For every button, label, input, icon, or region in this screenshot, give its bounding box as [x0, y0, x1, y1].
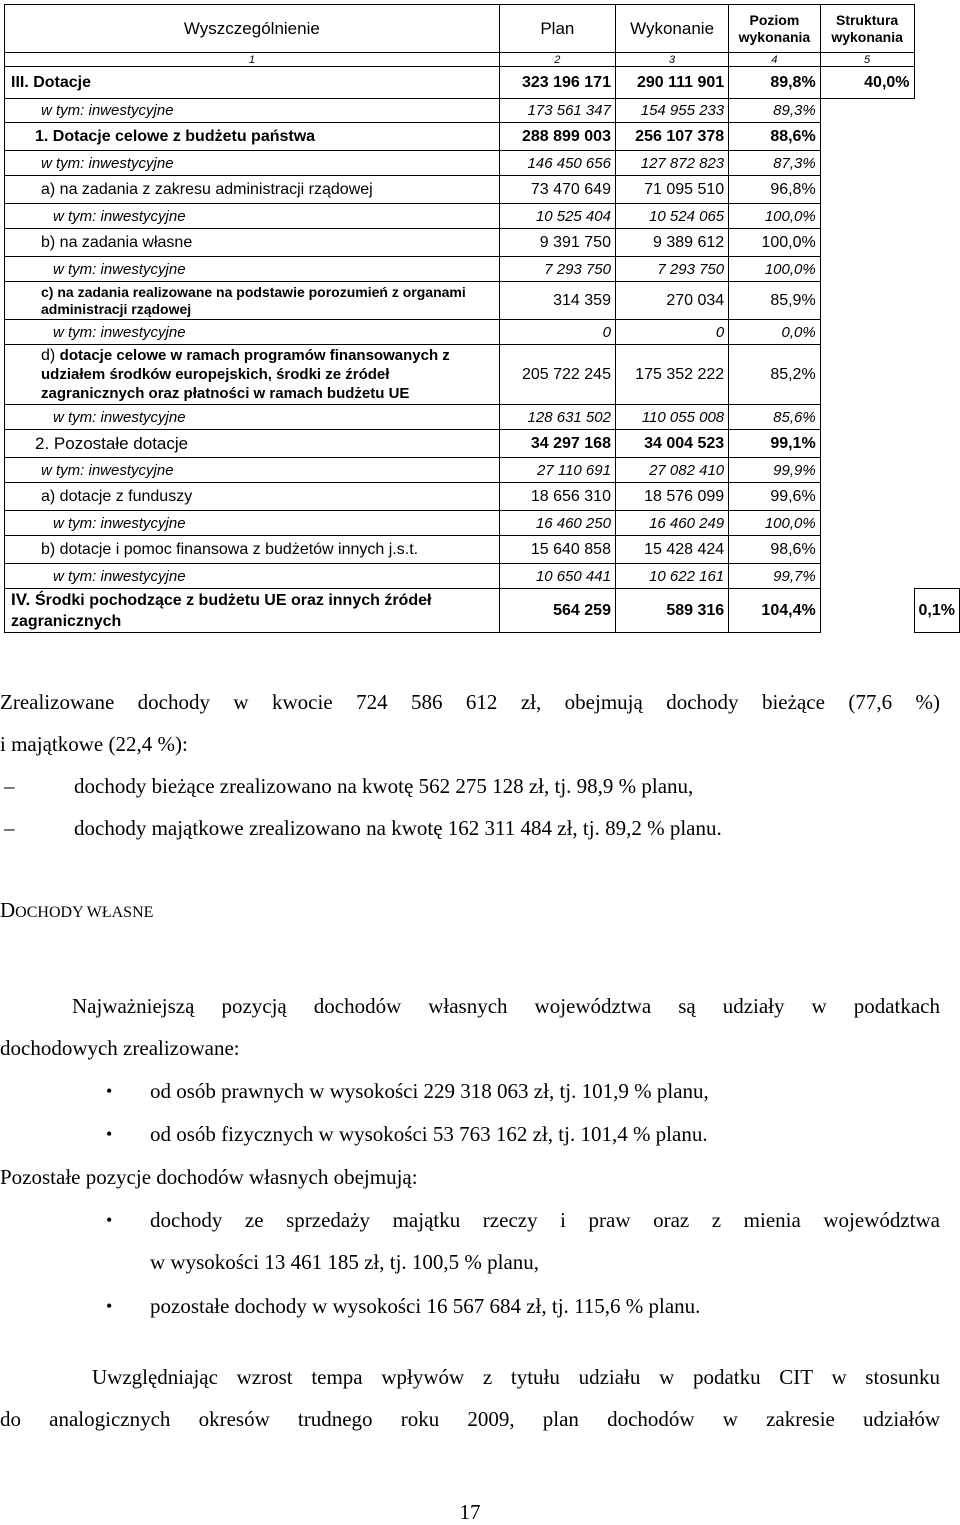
section-heading	[0, 898, 153, 923]
paragraph-income-cont: dochodowych zrealizowane:	[0, 1036, 240, 1060]
row-label: w tym: inwestycyjne	[5, 405, 500, 430]
cell-wykonanie: 154 955 233	[615, 99, 728, 123]
table-row	[5, 176, 960, 204]
heading-rest: OCHODY WŁASNE	[15, 904, 154, 921]
cell-wykonanie: 589 316	[615, 589, 728, 633]
col-num: 5	[820, 53, 914, 67]
table-row	[5, 345, 960, 405]
cell-wykonanie: 18 576 099	[615, 483, 728, 511]
cell-poziom: 99,6%	[729, 483, 821, 511]
column-number-row	[5, 53, 960, 67]
col-num: 1	[5, 53, 500, 67]
cell-wykonanie: 71 095 510	[615, 176, 728, 204]
table-row	[5, 229, 960, 257]
dash-marker: –	[4, 774, 15, 798]
row-label-prefix: IV.	[11, 590, 35, 609]
cell-wykonanie: 7 293 750	[615, 257, 728, 282]
row-label-text: dotacje celowe w ramach programów finansowanych z udziałem środków europejskich, środki ze źródeł zagranicznych oraz płatności w ramach budżetu UE	[41, 347, 450, 402]
cell-plan: 323 196 171	[499, 67, 615, 99]
cell-poziom: 99,7%	[729, 564, 821, 589]
paragraph-cit-cont: do analogicznych okresów trudnego roku 2009, plan dochodów w zakresie udziałów	[0, 1407, 940, 1431]
row-label: w tym: inwestycyjne	[5, 320, 500, 345]
table-row	[5, 405, 960, 430]
row-label: c) na zadania realizowane na podstawie porozumień z organami administracji rządowej	[5, 282, 500, 320]
paragraph-cit: Uwzględniając wzrost tempa wpływów z tytułu udziału w podatku CIT w stosunku	[92, 1365, 940, 1389]
table-row	[5, 99, 960, 123]
heading-initial: D	[0, 898, 16, 922]
cell-plan: 146 450 656	[499, 151, 615, 176]
table-row	[5, 589, 960, 633]
cell-wykonanie: 0	[615, 320, 728, 345]
header-description: Wyszczególnienie	[5, 5, 500, 53]
paragraph-summary-cont: i majątkowe (22,4 %):	[0, 732, 188, 756]
row-label: w tym: inwestycyjne	[5, 151, 500, 176]
bullet-icon: •	[106, 1081, 113, 1101]
cell-plan: 16 460 250	[499, 511, 615, 536]
cell-poziom: 87,3%	[729, 151, 821, 176]
row-label: w tym: inwestycyjne	[5, 458, 500, 483]
bullet-icon: •	[106, 1124, 113, 1144]
cell-poziom: 99,9%	[729, 458, 821, 483]
cell-wykonanie: 15 428 424	[615, 536, 728, 564]
bullet-text: od osób prawnych w wysokości 229 318 063 zł, tj. 101,9 % planu,	[150, 1079, 709, 1103]
row-label: w tym: inwestycyjne	[5, 511, 500, 536]
cell-plan: 73 470 649	[499, 176, 615, 204]
bullet-item	[0, 1070, 940, 1112]
cell-plan: 7 293 750	[499, 257, 615, 282]
table-row	[5, 483, 960, 511]
cell-plan: 34 297 168	[499, 430, 615, 458]
row-label: III. Dotacje	[5, 67, 500, 99]
paragraph-other: Pozostałe pozycje dochodów własnych obejmują:	[0, 1165, 418, 1189]
dash-list-item	[0, 765, 940, 807]
cell-wykonanie: 290 111 901	[615, 67, 728, 99]
table-row	[5, 257, 960, 282]
cell-poziom: 0,0%	[729, 320, 821, 345]
table-row	[5, 511, 960, 536]
cell-poziom: 99,1%	[729, 430, 821, 458]
cell-plan: 0	[499, 320, 615, 345]
cell-wykonanie: 27 082 410	[615, 458, 728, 483]
row-label: 2. Pozostałe dotacje	[5, 430, 500, 458]
paragraph-summary: Zrealizowane dochody w kwocie 724 586 612 zł, obejmują dochody bieżące (77,6 %)	[0, 690, 940, 714]
cell-plan: 564 259	[499, 589, 615, 633]
cell-poziom: 85,6%	[729, 405, 821, 430]
row-label	[5, 589, 500, 633]
row-label: a) dotacje z funduszy	[5, 483, 500, 511]
paragraph-income: Najważniejszą pozycją dochodów własnych województwa są udziały w podatkach	[72, 994, 940, 1018]
cell-poziom: 89,3%	[729, 99, 821, 123]
bullet-text: od osób fizycznych w wysokości 53 763 162 zł, tj. 101,4 % planu.	[150, 1122, 708, 1146]
cell-plan: 18 656 310	[499, 483, 615, 511]
row-label	[5, 345, 500, 405]
cell-poziom: 89,8%	[729, 67, 821, 99]
header-wykonanie: Wykonanie	[615, 5, 728, 53]
bullet-icon: •	[106, 1296, 113, 1316]
table-row	[5, 458, 960, 483]
cell-plan: 10 525 404	[499, 204, 615, 229]
cell-plan: 205 722 245	[499, 345, 615, 405]
cell-wykonanie: 175 352 222	[615, 345, 728, 405]
cell-poziom: 100,0%	[729, 204, 821, 229]
dash-marker: –	[4, 816, 15, 840]
cell-plan: 314 359	[499, 282, 615, 320]
cell-poziom: 85,9%	[729, 282, 821, 320]
row-label: w tym: inwestycyjne	[5, 99, 500, 123]
dash-item-text: dochody majątkowe zrealizowano na kwotę 162 311 484 zł, tj. 89,2 % planu.	[74, 816, 722, 840]
cell-plan: 173 561 347	[499, 99, 615, 123]
cell-poziom: 98,6%	[729, 536, 821, 564]
dash-list-item	[0, 807, 940, 849]
cell-plan: 27 110 691	[499, 458, 615, 483]
header-poziom: Poziom wykonania	[729, 5, 821, 53]
cell-poziom: 100,0%	[729, 511, 821, 536]
cell-struktura-empty	[820, 99, 914, 633]
cell-plan: 15 640 858	[499, 536, 615, 564]
row-label-prefix: d)	[41, 347, 60, 364]
table-row	[5, 204, 960, 229]
cell-poziom: 104,4%	[729, 589, 821, 633]
row-label: b) na zadania własne	[5, 229, 500, 257]
cell-poziom: 88,6%	[729, 123, 821, 151]
table-row	[5, 430, 960, 458]
row-label: w tym: inwestycyjne	[5, 564, 500, 589]
table-row	[5, 151, 960, 176]
header-plan: Plan	[499, 5, 615, 53]
cell-wykonanie: 10 622 161	[615, 564, 728, 589]
bullet-item	[0, 1199, 940, 1283]
page-number: 17	[459, 1500, 481, 1524]
row-label: a) na zadania z zakresu administracji rządowej	[5, 176, 500, 204]
cell-poziom: 96,8%	[729, 176, 821, 204]
cell-wykonanie: 10 524 065	[615, 204, 728, 229]
cell-plan: 9 391 750	[499, 229, 615, 257]
header-struktura: Struktura wykonania	[820, 5, 914, 53]
col-num: 2	[499, 53, 615, 67]
cell-struktura: 0,1%	[914, 589, 959, 633]
row-label: w tym: inwestycyjne	[5, 257, 500, 282]
table-row	[5, 536, 960, 564]
bullet-text-cont: w wysokości 13 461 185 zł, tj. 100,5 % planu,	[150, 1250, 540, 1274]
cell-wykonanie: 270 034	[615, 282, 728, 320]
row-label: 1. Dotacje celowe z budżetu państwa	[5, 123, 500, 151]
cell-wykonanie: 16 460 249	[615, 511, 728, 536]
col-num: 4	[729, 53, 821, 67]
cell-wykonanie: 34 004 523	[615, 430, 728, 458]
bullet-item	[0, 1113, 940, 1155]
cell-plan: 10 650 441	[499, 564, 615, 589]
cell-struktura: 40,0%	[820, 67, 914, 99]
table-row	[5, 320, 960, 345]
cell-plan: 128 631 502	[499, 405, 615, 430]
row-label: w tym: inwestycyjne	[5, 204, 500, 229]
table-row	[5, 67, 960, 99]
cell-wykonanie: 127 872 823	[615, 151, 728, 176]
bullet-text: pozostałe dochody w wysokości 16 567 684 zł, tj. 115,6 % planu.	[150, 1294, 701, 1318]
table-row	[5, 564, 960, 589]
row-label-text: Środki pochodzące z budżetu UE oraz innych źródeł zagranicznych	[11, 592, 432, 630]
table-row	[5, 123, 960, 151]
table-row	[5, 282, 960, 320]
dash-item-text: dochody bieżące zrealizowano na kwotę 562 275 128 zł, tj. 98,9 % planu,	[74, 774, 694, 798]
cell-wykonanie: 110 055 008	[615, 405, 728, 430]
cell-poziom: 100,0%	[729, 257, 821, 282]
cell-plan: 288 899 003	[499, 123, 615, 151]
cell-wykonanie: 9 389 612	[615, 229, 728, 257]
table-header-row	[5, 5, 960, 53]
col-num: 3	[615, 53, 728, 67]
cell-poziom: 100,0%	[729, 229, 821, 257]
cell-wykonanie: 256 107 378	[615, 123, 728, 151]
cell-poziom: 85,2%	[729, 345, 821, 405]
revenue-table	[4, 4, 960, 633]
bullet-text: dochody ze sprzedaży majątku rzeczy i praw oraz z mienia województwa	[150, 1208, 940, 1232]
bullet-icon: •	[106, 1210, 113, 1230]
bullet-item	[0, 1285, 940, 1327]
row-label: b) dotacje i pomoc finansowa z budżetów innych j.s.t.	[5, 536, 500, 564]
